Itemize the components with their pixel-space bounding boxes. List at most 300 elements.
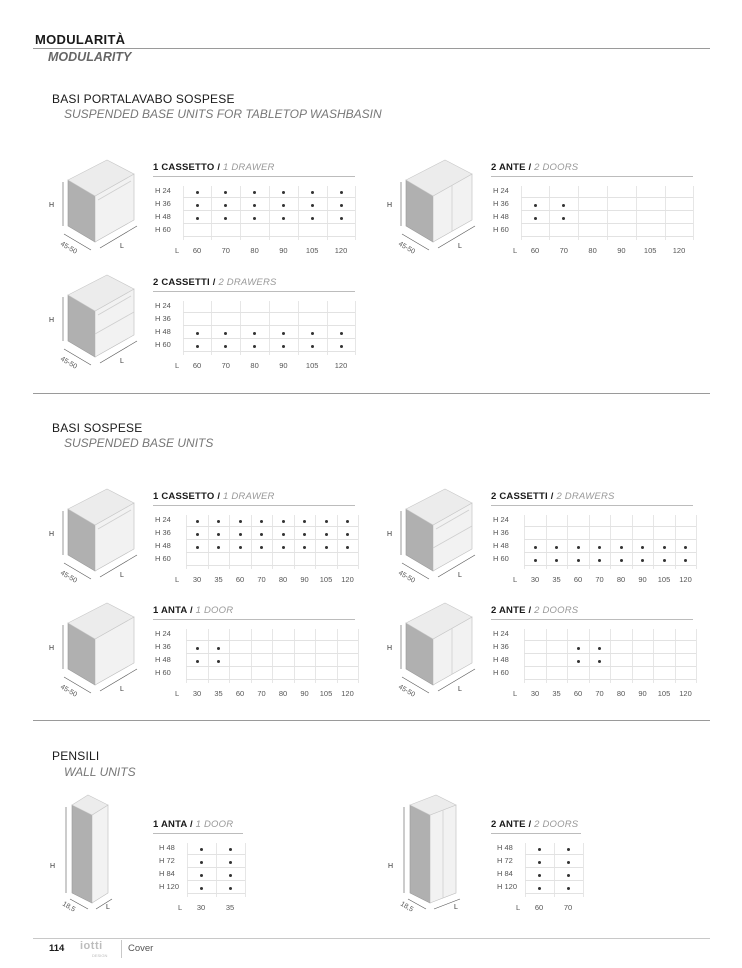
grid-column-line (546, 629, 547, 683)
column-label: 105 (319, 689, 333, 698)
row-label: H 24 (493, 629, 509, 638)
column-label: 35 (552, 689, 561, 698)
availability-dot (196, 191, 199, 194)
height-label: H (49, 531, 55, 538)
row-label: H 48 (497, 843, 513, 852)
row-label: H 48 (493, 212, 509, 221)
grid-row-line (524, 565, 696, 566)
grid-column-line (208, 629, 209, 683)
availability-dot (196, 204, 199, 207)
cabinet-illustration (49, 160, 143, 256)
section-subtitle: SUSPENDED BASE UNITS (64, 436, 214, 450)
column-label: 120 (341, 689, 354, 698)
row-label: H 60 (493, 225, 509, 234)
height-label: H (387, 202, 393, 209)
grid-column-line (554, 843, 555, 897)
column-label: 60 (235, 689, 245, 698)
config-title (153, 162, 275, 173)
availability-dot (534, 204, 537, 207)
availability-dot (253, 345, 256, 348)
row-label: H 60 (493, 668, 509, 677)
height-label: H (387, 645, 393, 652)
availability-dot (620, 546, 623, 549)
column-label: 60 (534, 903, 544, 912)
availability-dot (663, 546, 666, 549)
wall-unit-1-drawing (50, 795, 138, 915)
depth-label: 45-50 (59, 355, 79, 371)
column-label: 60 (235, 575, 245, 584)
availability-dot (577, 559, 580, 562)
grid-column-line (583, 843, 584, 897)
grid-row-line (183, 312, 356, 313)
column-label: 60 (192, 361, 202, 370)
row-label: H 60 (155, 668, 171, 677)
grid-column-line (186, 515, 187, 569)
availability-dot (200, 861, 203, 864)
section-title: PENSILI (52, 749, 100, 763)
column-label: 35 (225, 903, 235, 912)
length-axis-label: L (175, 246, 180, 255)
grid-row-line (524, 666, 696, 667)
height-label: H (49, 645, 55, 652)
config-title-en: 2 DRAWERS (218, 277, 277, 288)
length-axis-label: L (516, 903, 521, 912)
page-subtitle: MODULARITY (48, 50, 132, 64)
config-title (153, 605, 233, 616)
config-title-it: 2 ANTE (491, 605, 526, 616)
drawer-unit-1-drawing (49, 489, 143, 585)
column-label: 90 (638, 689, 647, 698)
grid-column-line (229, 629, 230, 683)
grid-column-line (665, 186, 666, 240)
page-number: 114 (49, 943, 65, 954)
column-label: 35 (552, 575, 561, 584)
grid-column-line (653, 629, 654, 683)
availability-dot (534, 217, 537, 220)
grid-column-line (327, 186, 328, 240)
column-label: 105 (657, 689, 671, 698)
grid-column-line (521, 186, 522, 240)
config-title-it: 2 CASSETTI (153, 277, 210, 288)
grid-column-line (240, 186, 241, 240)
row-label: H 24 (493, 515, 509, 524)
column-label: 35 (214, 575, 223, 584)
section-subtitle: SUSPENDED BASE UNITS FOR TABLETOP WASHBASIN (64, 107, 382, 121)
grid-column-line (610, 515, 611, 569)
config-title-rule (153, 291, 355, 292)
availability-dot (253, 204, 256, 207)
length-axis-label: L (175, 575, 180, 584)
row-label: H 24 (155, 629, 171, 638)
title-separator: / (214, 491, 224, 502)
cabinet-illustration (387, 603, 481, 699)
grid-row-line (521, 223, 694, 224)
grid-row-line (183, 236, 356, 237)
drawer-unit-2-drawing (49, 275, 143, 371)
column-label: 80 (616, 689, 626, 698)
availability-dot (200, 887, 203, 890)
grid-row-line (186, 539, 358, 540)
row-label: H 120 (497, 882, 518, 891)
cabinet-illustration (49, 275, 143, 371)
config-title-en: 2 DOORS (534, 819, 579, 830)
availability-dot (641, 559, 644, 562)
availability-dot (229, 887, 232, 890)
column-label: 90 (300, 689, 309, 698)
depth-label: 45-50 (59, 569, 79, 585)
depth-label: 45-50 (397, 683, 417, 699)
config-title-it: 1 CASSETTO (153, 491, 215, 502)
availability-dot (239, 520, 242, 523)
row-label: H 60 (155, 554, 171, 563)
config-title-it: 1 ANTA (153, 605, 188, 616)
row-label: H 36 (155, 642, 171, 651)
availability-dot (282, 520, 285, 523)
grid-row-line (186, 653, 358, 654)
config-title-rule (153, 619, 355, 620)
grid-row-line (186, 565, 358, 566)
column-label: 70 (563, 903, 573, 912)
availability-dot (567, 861, 570, 864)
availability-dot (260, 533, 263, 536)
grid-row-line (183, 325, 356, 326)
grid-row-line (525, 893, 583, 894)
availability-dot (282, 191, 285, 194)
grid-row-line (186, 526, 358, 527)
cabinet-side (72, 805, 92, 903)
row-label: H 36 (155, 199, 171, 208)
depth-label: 45-50 (59, 683, 79, 699)
availability-dot (567, 848, 570, 851)
availability-dot (224, 217, 227, 220)
height-label: H (49, 317, 55, 324)
column-label: 35 (214, 689, 223, 698)
config-title (491, 491, 615, 502)
row-label: H 48 (159, 843, 175, 852)
grid-column-line (358, 629, 359, 683)
availability-dot (577, 660, 580, 663)
column-label: 90 (300, 575, 309, 584)
grid-row-line (187, 880, 245, 881)
footer-cover-link[interactable]: Cover (128, 943, 154, 954)
availability-dot (598, 647, 601, 650)
title-separator: / (187, 605, 196, 616)
availability-dot (224, 345, 227, 348)
column-label: 120 (334, 246, 348, 255)
brand-logo-sub: DESIGN (92, 953, 108, 958)
column-label: 70 (221, 246, 230, 255)
row-label: H 36 (155, 314, 171, 323)
section-subtitle: WALL UNITS (64, 765, 136, 779)
column-label: 120 (334, 361, 348, 370)
column-label: 105 (319, 575, 333, 584)
availability-dot (311, 332, 314, 335)
length-axis-label: L (175, 689, 180, 698)
availability-dot (303, 520, 306, 523)
availability-dot (340, 332, 343, 335)
row-label: H 72 (497, 856, 513, 865)
grid-column-line (355, 301, 356, 355)
availability-dot (253, 332, 256, 335)
config-title-rule (491, 505, 693, 506)
column-label: 80 (616, 575, 626, 584)
wall-unit-2-drawing (388, 795, 476, 915)
column-label: 30 (530, 575, 540, 584)
config-title (153, 819, 233, 830)
config-title-rule (153, 176, 355, 177)
config-title-it: 2 ANTE (491, 162, 526, 173)
page-title: MODULARITÀ (35, 32, 126, 47)
availability-dot (562, 204, 565, 207)
config-title (153, 277, 277, 288)
config-title-en: 1 DOOR (195, 605, 234, 616)
section-divider (33, 720, 710, 721)
availability-dot (224, 204, 227, 207)
config-title-en: 2 DRAWERS (556, 491, 615, 502)
availability-dot (282, 332, 285, 335)
availability-dot (325, 520, 328, 523)
column-label: 120 (679, 689, 692, 698)
availability-dot (598, 660, 601, 663)
availability-dot (260, 546, 263, 549)
config-title-it: 2 CASSETTI (491, 491, 548, 502)
cabinet-side (410, 805, 430, 903)
grid-column-line (632, 515, 633, 569)
config-title-rule (491, 619, 693, 620)
availability-dot (196, 647, 199, 650)
grid-column-line (269, 186, 270, 240)
grid-column-line (589, 515, 590, 569)
length-label: L (454, 904, 458, 911)
grid-column-line (675, 629, 676, 683)
column-label: 80 (278, 575, 288, 584)
availability-dot (598, 559, 601, 562)
column-label: 30 (192, 689, 202, 698)
grid-column-line (549, 186, 550, 240)
availability-dot (196, 660, 199, 663)
cabinet-illustration (50, 795, 138, 915)
grid-row-line (186, 552, 358, 553)
column-label: 90 (279, 361, 288, 370)
grid-column-line (337, 629, 338, 683)
availability-dot (684, 559, 687, 562)
grid-column-line (337, 515, 338, 569)
grid-column-line (294, 629, 295, 683)
availability-dot (598, 546, 601, 549)
grid-column-line (251, 515, 252, 569)
availability-dot (229, 848, 232, 851)
grid-column-line (186, 629, 187, 683)
config-title (491, 605, 578, 616)
grid-column-line (269, 301, 270, 355)
availability-dot (303, 533, 306, 536)
availability-dot (253, 217, 256, 220)
grid-column-line (693, 186, 694, 240)
config-title-rule (153, 505, 355, 506)
availability-dot (567, 887, 570, 890)
availability-dot (538, 874, 541, 877)
grid-row-line (525, 867, 583, 868)
length-label: L (120, 243, 124, 250)
row-label: H 24 (155, 301, 171, 310)
title-separator: / (214, 162, 224, 173)
grid-column-line (315, 629, 316, 683)
availability-dot (663, 559, 666, 562)
availability-dot (325, 546, 328, 549)
config-title-rule (491, 176, 693, 177)
availability-dot (217, 546, 220, 549)
availability-dot (534, 546, 537, 549)
availability-dot (282, 204, 285, 207)
cabinet-illustration (387, 489, 481, 585)
footer-rule (33, 938, 710, 939)
availability-dot (346, 533, 349, 536)
column-label: 90 (638, 575, 647, 584)
cabinet-illustration (387, 160, 481, 256)
title-separator: / (187, 819, 196, 830)
availability-dot (217, 660, 220, 663)
availability-dot (311, 204, 314, 207)
availability-dot (620, 559, 623, 562)
availability-dot (282, 345, 285, 348)
column-label: 80 (588, 246, 597, 255)
column-label: 120 (672, 246, 686, 255)
availability-dot (311, 217, 314, 220)
row-label: H 36 (493, 199, 509, 208)
column-label: 60 (573, 575, 583, 584)
grid-column-line (216, 843, 217, 897)
grid-row-line (525, 854, 583, 855)
depth-label: 45-50 (397, 569, 417, 585)
grid-row-line (186, 666, 358, 667)
grid-column-line (524, 629, 525, 683)
grid-column-line (211, 301, 212, 355)
grid-row-line (524, 653, 696, 654)
column-label: 105 (305, 246, 319, 255)
row-label: H 84 (159, 869, 175, 878)
grid-row-line (521, 236, 694, 237)
depth-label: 45-50 (397, 240, 417, 256)
availability-dot (577, 546, 580, 549)
config-title-it: 2 ANTE (491, 819, 526, 830)
availability-dot (200, 848, 203, 851)
length-axis-label: L (178, 903, 183, 912)
grid-row-line (524, 526, 696, 527)
grid-column-line (578, 186, 579, 240)
availability-dot (217, 520, 220, 523)
title-separator: / (525, 605, 535, 616)
section-divider (33, 393, 710, 394)
availability-dot (239, 533, 242, 536)
row-label: H 48 (155, 541, 171, 550)
grid-column-line (187, 843, 188, 897)
grid-column-line (183, 186, 184, 240)
availability-dot (217, 533, 220, 536)
grid-column-line (245, 843, 246, 897)
availability-dot (196, 520, 199, 523)
availability-dot (562, 217, 565, 220)
row-label: H 24 (155, 186, 171, 195)
grid-column-line (208, 515, 209, 569)
door-unit-2-drawing (387, 603, 481, 699)
section-title: BASI SOSPESE (52, 421, 143, 435)
grid-row-line (187, 893, 245, 894)
grid-row-line (183, 197, 356, 198)
length-axis-label: L (175, 361, 180, 370)
config-title-en: 1 DRAWER (223, 491, 275, 502)
height-label: H (50, 863, 56, 870)
cabinet-illustration (49, 489, 143, 585)
grid-column-line (696, 629, 697, 683)
column-label: 30 (196, 903, 206, 912)
height-label: H (49, 202, 55, 209)
column-label: 90 (617, 246, 626, 255)
door-unit-1-drawing (49, 603, 143, 699)
grid-column-line (610, 629, 611, 683)
config-title-it: 1 CASSETTO (153, 162, 215, 173)
grid-column-line (546, 515, 547, 569)
grid-column-line (696, 515, 697, 569)
grid-column-line (272, 515, 273, 569)
length-axis-label: L (513, 689, 518, 698)
column-label: 80 (250, 246, 259, 255)
config-title (491, 819, 578, 830)
grid-row-line (525, 880, 583, 881)
length-axis-label: L (513, 246, 518, 255)
availability-dot (282, 546, 285, 549)
grid-row-line (524, 552, 696, 553)
row-label: H 120 (159, 882, 180, 891)
grid-column-line (229, 515, 230, 569)
length-axis-label: L (513, 575, 518, 584)
grid-column-line (183, 301, 184, 355)
height-label: H (387, 531, 393, 538)
grid-row-line (183, 210, 356, 211)
grid-column-line (355, 186, 356, 240)
grid-row-line (183, 351, 356, 352)
column-label: 120 (679, 575, 692, 584)
availability-dot (282, 533, 285, 536)
config-title-rule (153, 833, 243, 834)
availability-dot (196, 217, 199, 220)
row-label: H 48 (493, 541, 509, 550)
grid-column-line (211, 186, 212, 240)
depth-label: 18,5 (61, 900, 77, 914)
column-label: 30 (192, 575, 202, 584)
grid-row-line (187, 867, 245, 868)
availability-dot (239, 546, 242, 549)
length-label: L (106, 904, 110, 911)
row-label: H 60 (155, 340, 171, 349)
grid-row-line (183, 338, 356, 339)
availability-dot (311, 345, 314, 348)
availability-dot (538, 887, 541, 890)
availability-dot (200, 874, 203, 877)
availability-dot (196, 546, 199, 549)
grid-row-line (524, 539, 696, 540)
grid-column-line (589, 629, 590, 683)
availability-dot (311, 191, 314, 194)
availability-dot (534, 559, 537, 562)
grid-row-line (524, 640, 696, 641)
row-label: H 48 (155, 655, 171, 664)
length-label: L (458, 243, 462, 250)
availability-dot (684, 546, 687, 549)
availability-dot (224, 332, 227, 335)
grid-column-line (294, 515, 295, 569)
column-label: 70 (595, 689, 604, 698)
availability-dot (538, 848, 541, 851)
